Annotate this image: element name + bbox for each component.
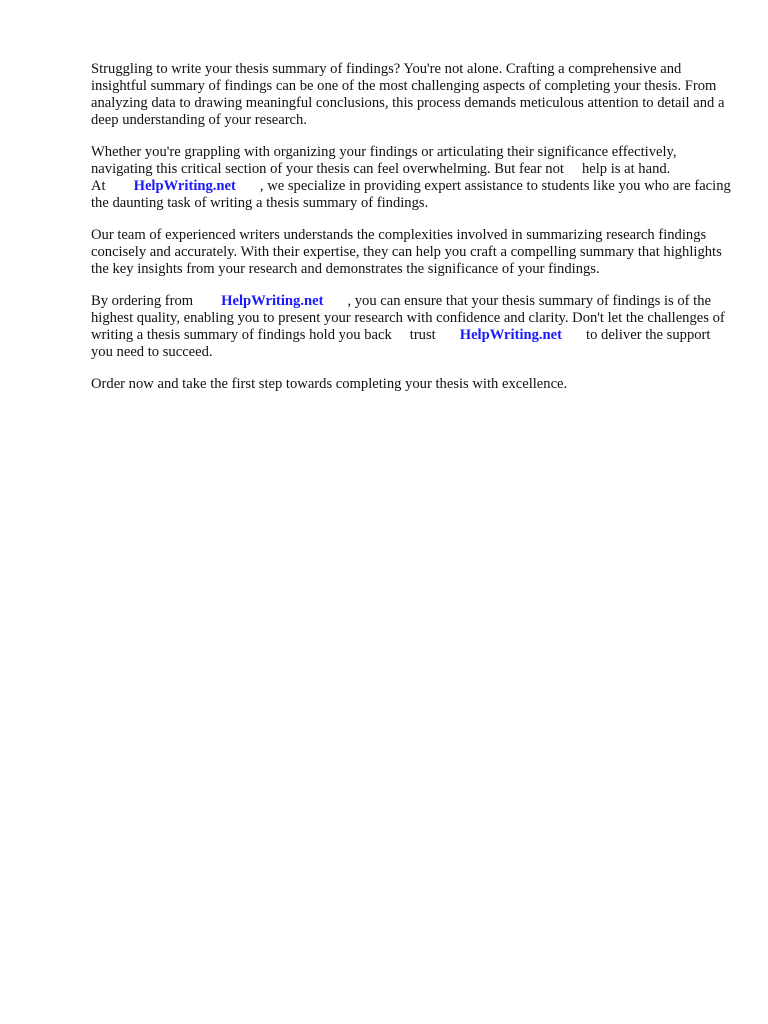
document-body: [91, 61, 731, 408]
paragraph-text: trust: [409, 327, 436, 343]
helpwriting-link[interactable]: HelpWriting.net: [133, 178, 236, 194]
paragraph-text: help is at hand.: [581, 161, 671, 177]
paragraph-helpwriting-intro: [91, 144, 731, 212]
paragraph-text: Whether you're grappling with organizing your findings or articulating their significance effectively, navigating this critical section of your thesis can feel overwhelming. But fear not: [91, 144, 677, 177]
helpwriting-link[interactable]: HelpWriting.net: [459, 327, 563, 343]
paragraph-text: Our team of experienced writers understands the complexities involved in summarizing research findings concisely and accurately. With their expertise, they can help you craft a compelling summary that highlights the key insights from your research and demonstrates the significance of your findings.: [91, 227, 722, 277]
paragraph-ordering: [91, 293, 731, 361]
paragraph-text: to: [586, 327, 598, 343]
paragraph-text: , we specialize in providing expert assistance to students like you who are facing the daunting task of writing a thesis summary of findings.: [91, 178, 731, 211]
paragraph-text: By ordering from: [91, 293, 194, 309]
paragraph-text: Struggling to write your thesis summary of findings? You're not alone. Crafting a comprehensive and insightful summary of findings can be one of the most challenging aspects of completing your thesis. From analyzing data to drawing meaningful conclusions, this process demands meticulous attention to detail and a deep understanding of your research.: [91, 61, 725, 128]
paragraph-text: Order now and take the first step towards completing your thesis with excellence.: [91, 376, 568, 392]
paragraph-intro: [91, 61, 731, 129]
helpwriting-link[interactable]: HelpWriting.net: [221, 293, 324, 309]
paragraph-text: deliver the support you need to succeed.: [91, 327, 711, 360]
paragraph-text: , you can ensure that your thesis summary of findings is of the highest quality, enabling you to present your research with confidence and clarity. Don't let the challenges of writing a thesis summary of findings hold you back: [91, 293, 725, 343]
paragraph-call-to-action: [91, 376, 731, 393]
paragraph-text: At: [91, 178, 106, 194]
paragraph-team: [91, 227, 731, 278]
